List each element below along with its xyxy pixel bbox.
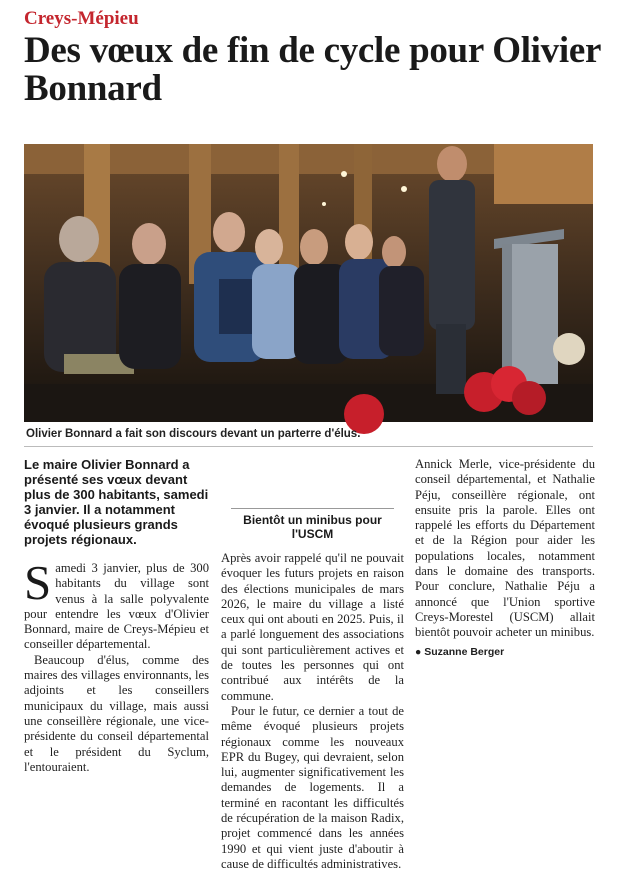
paragraph-1-text: amedi 3 janvier, plus de 300 habitants du village sont venus à la salle polyvalente pour entendre les vœux d'Olivier Bonnard, maire de Creys-Mépieu et conseiller départemental.	[24, 561, 209, 652]
section-kicker: Creys-Mépieu	[24, 8, 139, 29]
article-headline: Des vœux de fin de cycle pour Olivier Bonnard	[24, 30, 601, 109]
column-3	[415, 457, 595, 660]
column-2-content	[221, 500, 404, 871]
caption-divider	[24, 446, 593, 447]
photo-caption: Olivier Bonnard a fait son discours devant un parterre d'élus.	[26, 428, 361, 440]
paragraph-3: Après avoir rappelé qu'il ne pouvait évoquer les futurs projets en raison des élections municipales de mars 2026, le maire du village a listé ceux qui ont abouti en 2025. Puis, il a parlé longuement des associations qui sont particulièrement actives et de toutes les personnes qui ont contribué aux intérêts de la commune.	[221, 551, 404, 703]
subheading: Bientôt un minibus pour l'USCM	[243, 513, 382, 541]
paragraph-2: Beaucoup d'élus, comme des maires des villages environnants, les adjoints et les conseillers municipaux du village, mais aussi une conseillère régionale, une vice-présidente du conseil départemental et le président du Syclum, l'entouraient.	[24, 652, 209, 774]
byline: ● Suzanne Berger	[415, 645, 505, 658]
paragraph-1	[24, 555, 209, 653]
column-1	[24, 457, 209, 775]
paragraph-4: Pour le futur, ce dernier a tout de même évoqué plusieurs projets régionaux comme les nouveaux EPR du Bugey, qui devraient, selon lui, augmenter significativement les demandes de logements. Il a terminé en racontant les difficultés de récupération de la maison Radix, projet commencé dans les années 1990 et qui vient juste d'aboutir à cause de difficultés administratives.	[221, 703, 404, 871]
paragraph-5: Annick Merle, vice-présidente du conseil départemental, et Nathalie Péju, conseillère régionale, ont ensuite pris la parole. Elles ont rappelé les efforts du Département et de la Région pour aider les populations locales, notamment dans le domaine des transports. Pour conclure, Nathalie Péju a annoncé que l'Union sportive Creys-Morestel (USCM) allait bientôt pouvoir acheter un minibus.	[415, 457, 595, 640]
subhead-box	[231, 508, 394, 541]
article-photo	[24, 144, 593, 422]
article-lead: Le maire Olivier Bonnard a présenté ses vœux devant plus de 300 habitants, samedi 3 janvier. Il a notamment évoqué plusieurs grands projets régionaux.	[24, 457, 209, 547]
drop-cap: S	[24, 555, 52, 610]
